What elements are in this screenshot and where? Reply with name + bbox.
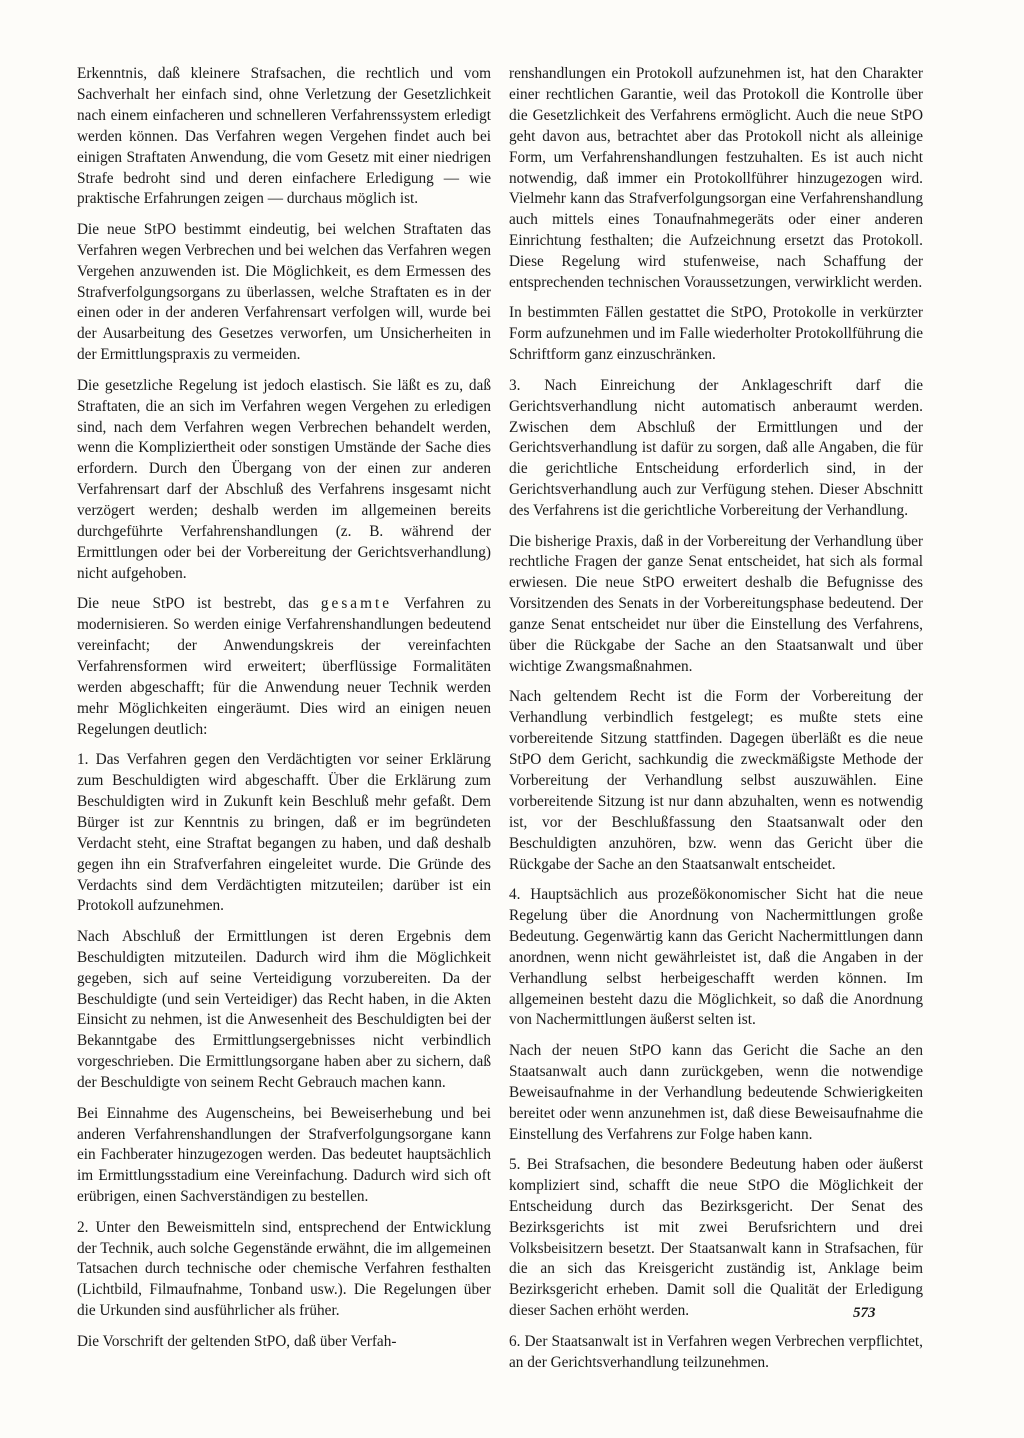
paragraph: Erkenntnis, daß kleinere Strafsachen, die rechtlich und vom Sachverhalt her einfach sind, ohne Verletzung der Gesetzlichkeit nach einem einfacheren und schnelleren Verfahrenssystem erledigt werden können. Das Verfahren wegen Vergehen findet auch bei einigen Straftaten Anwendung, die vom Gesetz mit einer niedrigen Strafe bedroht sind und deren einfachere Erledigung — wie praktische Erfahrungen zeigen — durchaus möglich ist. [77,65,491,208]
left-column [77,64,491,1362]
paragraph: 6. Der Staatsanwalt ist in Verfahren wegen Verbrechen verpflichtet, an der Gerichtsverhandlung teilzunehmen. [509,1332,923,1371]
paragraph: Bei Einnahme des Augenscheins, bei Beweiserhebung und bei anderen Verfahrenshandlungen der Strafverfolgungsorgane kann ein Fachberater hinzugezogen werden. Das bedeutet hauptsächlich im Ermittlungsstadium eine Vereinfachung. Dadurch wird sich oft erübrigen, einen Sachverständigen zu bestellen. [77,1104,491,1206]
paragraph: 1. Das Verfahren gegen den Verdächtigten vor seiner Erklärung zum Beschuldigten wird abgeschafft. Über die Erklärung zum Beschuldigten wird in Zukunft kein Beschluß mehr gefaßt. Dem Bürger ist zur Kenntnis zu bringen, daß er im begründeten Verdacht steht, eine Straftat begangen zu haben, und daß deshalb gegen ihn ein Strafverfahren eingeleitet wurde. Die Gründe des Verdachts sind dem Verdächtigten mitzuteilen; darüber ist ein Protokoll aufzunehmen. [77,751,491,915]
emphasized-word: gesamte [320,595,393,613]
paragraph: 5. Bei Strafsachen, die besondere Bedeutung haben oder äußerst kompliziert sind, schafft die neue StPO die Möglichkeit der Entscheidung durch das Bezirksgericht. Der Senat des Bezirksgerichts ist mit zwei Berufsrichtern und drei Volksbeisitzern besetzt. Der Staatsanwalt kann in Strafsachen, für die an sich das Kreisgericht zuständig ist, Anklage beim Bezirksgericht erheben. Damit soll die Qualität der Erledigung dieser Sachen erhöht werden. [509,1155,923,1320]
paragraph: 4. Hauptsächlich aus prozeßökonomischer Sicht hat die neue Regelung über die Anordnung von Nachermittlungen große Bedeutung. Gegenwärtig kann das Gericht Nachermittlungen dann anordnen, wenn nicht gewährleistet ist, daß die Angaben in der Verhandlung selbst herbeigeschafft werden können. Im allgemeinen besteht dazu die Möglichkeit, so daß die Anordnung von Nachermittlungen äußerst selten ist. [509,886,923,1029]
paragraph: Nach Abschluß der Ermittlungen ist deren Ergebnis dem Beschuldigten mitzuteilen. Dadurch wird ihm die Möglichkeit gegeben, sich auf seine Verteidigung vorzubereiten. Da der Beschuldigte (und sein Verteidiger) das Recht haben, in die Akten Einsicht zu nehmen, ist die Anwesenheit des Beschuldigten bei der Bekanntgabe des Ermittlungsergebnisses nicht verbindlich vorgeschrieben. Die Ermittlungsorgane haben aber zu sichern, daß der Beschuldigte von seinem Recht Gebrauch machen kann. [77,927,491,1092]
paragraph: Die neue StPO bestimmt eindeutig, bei welchen Straftaten das Verfahren wegen Verbrechen und bei welchen das Verfahren wegen Vergehen anzuwenden ist. Die Möglichkeit, es dem Ermessen des Strafverfolgungsorgans zu überlassen, welche Straftaten es in der einen oder in der anderen Verfahrensart verfolgen will, wurde bei der Ausarbeitung des Gesetzes verworfen, um Unsicherheiten in der Ermittlungspraxis zu vermeiden. [77,220,491,364]
page-number: 573 [853,1305,876,1321]
paragraph: Die bisherige Praxis, daß in der Vorbereitung der Verhandlung über rechtliche Fragen der ganze Senat entscheidet, hat sich als formal erwiesen. Die neue StPO erweitert deshalb die Befugnisse des Vorsitzenden des Senats in der Vorbereitungsphase bedeutend. Der ganze Senat entscheidet nur über die Einstellung des Verfahrens, über die Rückgabe der Sache an den Staatsanwalt und über wichtige Zwangsmaßnahmen. [509,532,923,675]
paragraph: Nach geltendem Recht ist die Form der Vorbereitung der Verhandlung verbindlich festgelegt; es mußte stets eine vorbereitende Sitzung stattfinden. Dagegen überläßt es die neue StPO dem Gericht, sachkundig die zweckmäßigste Methode der Vorbereitung der Verhandlung selbst auszuwählen. Eine vorbereitende Sitzung ist nur dann abzuhalten, wenn es notwendig ist, vor der Beschlußfassung den Staatsanwalt oder den Beschuldigten anzuhören, bzw. wenn das Gericht über die Rückgabe der Sache an den Staatsanwalt entscheidet. [509,688,923,873]
paragraph: Nach der neuen StPO kann das Gericht die Sache an den Staatsanwalt auch dann zurückgeben, wenn die notwendige Beweisaufnahme in der Verhandlung bedeutende Schwierigkeiten bereitet oder wenn anzunehmen ist, daß diese Beweisaufnahme die Einstellung des Verfahrens zur Folge haben kann. [509,1041,923,1143]
paragraph: In bestimmten Fällen gestattet die StPO, Protokolle in verkürzter Form aufzunehmen und im Falle wiederholter Protokollführung die Schriftform ganz einzuschränken. [509,304,923,364]
paragraph: renshandlungen ein Protokoll aufzunehmen ist, hat den Charakter einer rechtlichen Garantie, weil das Protokoll die Kontrolle über die Gesetzlichkeit des Verfahrens ermöglicht. Auch die neue StPO geht davon aus, betrachtet aber das Protokoll nicht als alleinige Form, um Verfahrenshandlungen festzuhalten. Es ist auch nicht notwendig, daß immer ein Protokollführer hinzugezogen wird. Vielmehr kann das Strafverfolgungsorgan eine Verfahrenshandlung auch mittels eines Tonaufnahmegeräts oder einer anderen Einrichtung festhalten; die Aufzeichnung ersetzt das Protokoll. Diese Regelung wird stufenweise, nach Schaffung der entsprechenden technischen Voraussetzungen, verwirklicht werden. [509,65,923,292]
paragraph: 3. Nach Einreichung der Anklageschrift darf die Gerichtsverhandlung nicht automatisch anberaumt werden. Zwischen dem Abschluß der Ermittlungen und der Gerichtsverhandlung ist dafür zu sorgen, daß alle Angaben, die für die gerichtliche Entscheidung erforderlich sind, in der Gerichtsverhandlung auch zur Verfügung stehen. Dieser Abschnitt des Verfahrens ist die gerichtliche Vorbereitung der Verhandlung. [509,376,923,520]
right-column [509,64,923,1383]
paragraph: 2. Unter den Beweismitteln sind, entsprechend der Entwicklung der Technik, auch solche Gegenstände erwähnt, die im allgemeinen Tatsachen durch technische oder chemische Verfahren festhalten (Lichtbild, Filmaufnahme, Tonband usw.). Die Regelungen über die Urkunden sind ausführlicher als früher. [77,1218,491,1320]
paragraph-with-emphasis: Die neue StPO ist bestrebt, das gesamte Verfahren zu modernisieren. So werden einige Verfahrenshandlungen bedeutend vereinfacht; der Anwendungskreis der vereinfachten Verfahrensformen wird erweitert; überflüssige Formalitäten werden abgeschafft; für die Anwendung neuer Technik werden mehr Möglichkeiten eingeräumt. Dies wird an einigen neuen Regelungen deutlich: [77,595,492,738]
paragraph: Die gesetzliche Regelung ist jedoch elastisch. Sie läßt es zu, daß Straftaten, die an sich im Verfahren wegen Vergehen zu erledigen sind, nach dem Verfahren wegen Verbrechen behandelt werden, wenn die Kompliziertheit oder sonstigen Umstände der Sache dies erfordern. Durch den Übergang von der einen zur anderen Verfahrensart darf der Abschluß des Verfahrens insgesamt nicht verzögert werden; deshalb werden im allgemeinen bereits durchgeführte Verfahrenshandlungen (z. B. während der Ermittlungen oder bei der Vorbereitung der Gerichtsverhandlung) nicht aufgehoben. [77,376,491,582]
paragraph: Die Vorschrift der geltenden StPO, daß über Verfah- [77,1332,397,1350]
